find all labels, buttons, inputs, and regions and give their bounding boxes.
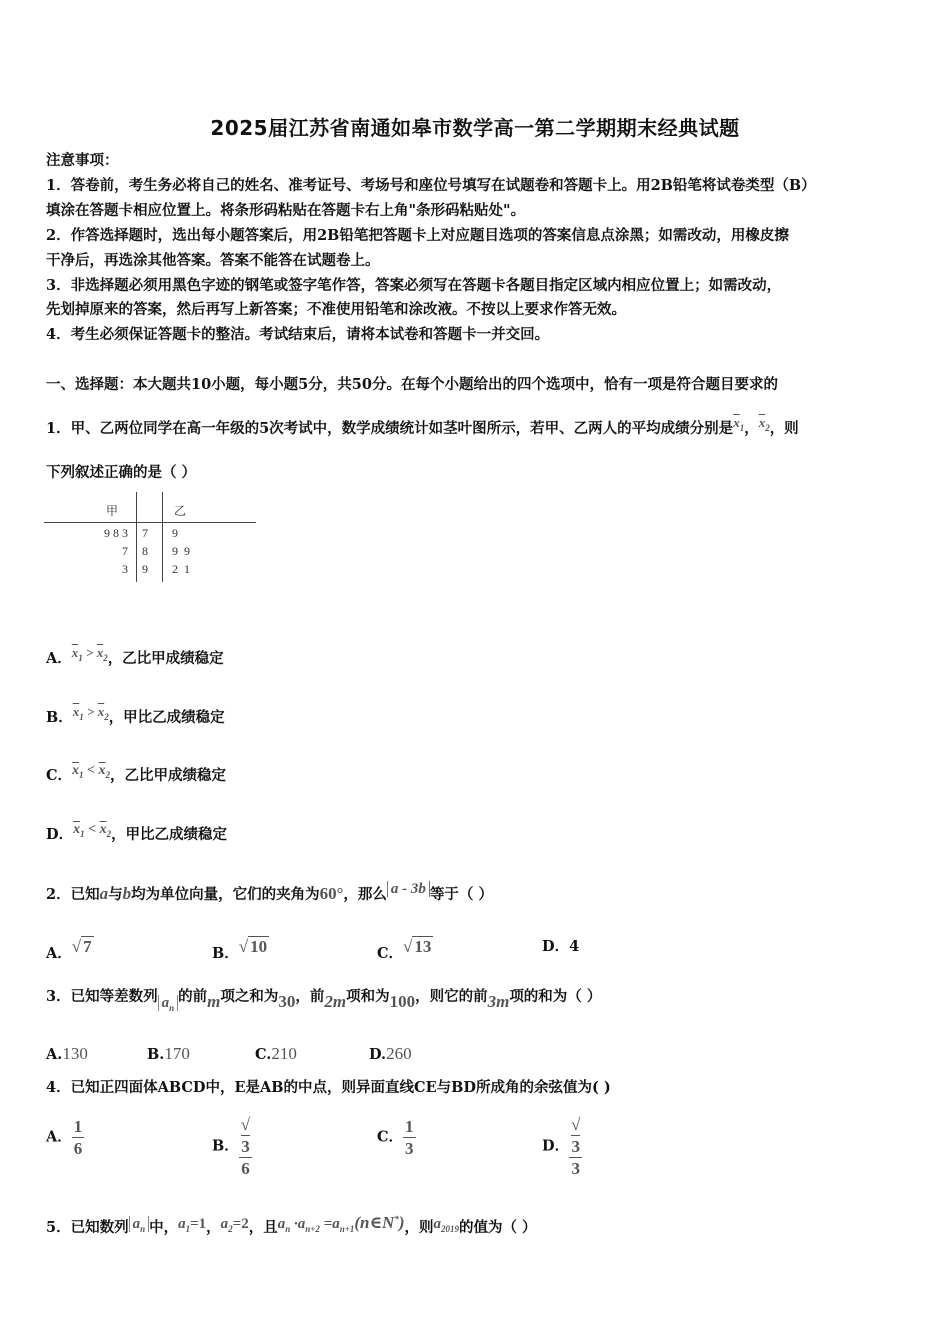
option-label: C． xyxy=(46,767,73,784)
option-b[interactable]: B．$\overline{x}_1 > \overline{x}_2$，甲比乙成绩稳定 xyxy=(46,704,225,726)
question-3: 3．已知等差数列 $a_n$的前m项之和为30，前2m项和为100，则它的前3m项的和为（ ） xyxy=(46,988,602,1013)
stem-leaf-right: 9 9 xyxy=(172,544,190,558)
option-b[interactable]: B． √ 3 6 xyxy=(212,1115,251,1178)
notice-line: 先划掉原来的答案，然后再写上新答案；不准使用铅笔和涂改液。不按以上要求作答无效。 xyxy=(46,301,626,318)
stem-leaf-left: 9 8 3 xyxy=(104,526,128,540)
stem-leaf-left: 7 xyxy=(122,544,128,558)
option-c[interactable]: C.210 xyxy=(255,1044,297,1063)
question-tail: ，则 xyxy=(769,420,799,437)
option-d[interactable]: D． √ 3 3 xyxy=(542,1115,581,1178)
notice-line: 填涂在答题卡相应位置上。将条形码粘贴在答题卡右上角"条形码粘贴处"。 xyxy=(46,202,526,219)
option-text: ，乙比甲成绩稳定 xyxy=(110,767,227,784)
notice-line: 4．考生必须保证答题卡的整洁。考试结束后，请将本试卷和答题卡一并交回。 xyxy=(46,326,550,343)
stem-leaf-header-left: 甲 xyxy=(106,504,119,518)
option-label: A． xyxy=(46,650,72,667)
question-stem: 甲、乙两位同学在高一年级的5次考试中，数学成绩统计如茎叶图所示，若甲、乙两人的平均成绩分别是 xyxy=(70,420,734,437)
question-2: 2．已知a与b均为单位向量，它们的夹角为60°，那么 a - 3b 等于（ ） xyxy=(46,881,493,903)
option-text: ，甲比乙成绩稳定 xyxy=(111,826,228,843)
option-d[interactable]: D．4 xyxy=(542,938,580,955)
stem-leaf-right: 9 xyxy=(172,526,178,540)
question-1: 1．甲、乙两位同学在高一年级的5次考试中，数学成绩统计如茎叶图所示，若甲、乙两人的平均成绩分别是$\overline{x}_1$，$\overline{x}_2$，则 xyxy=(46,415,799,437)
option-a[interactable]: A.130 xyxy=(46,1044,88,1063)
option-label: D． xyxy=(46,826,74,843)
option-a[interactable]: A．√ 7 xyxy=(46,937,92,962)
stem-leaf-header-right: 乙 xyxy=(174,504,187,518)
question-5: 5．已知数列 $a_n$ 中，$a_1=1$，$a_2=2$，且$a_n \cdot a_{n+2}$ $=a_{n+1}(n\in N^*)$，则$a_{2019}$的值为（ ） xyxy=(46,1213,537,1236)
option-a[interactable]: A．$\overline{x}_1 > \overline{x}_2$，乙比甲成绩稳定 xyxy=(46,645,224,667)
option-c[interactable]: C． $\frac{1}{3}$ xyxy=(377,1117,414,1158)
notice-line: 3．非选择题必须用黑色字迹的钢笔或签字笔作答，答案必须写在答题卡各题目指定区域内相应位置上；如需改动， xyxy=(46,277,782,294)
notice-line: 1．答卷前，考生务必将自己的姓名、准考证号、考场号和座位号填写在试题卷和答题卡上。用2B铅笔将试卷类型（B） xyxy=(46,177,816,194)
stem-leaf-plot xyxy=(44,492,256,582)
question-number: 4． xyxy=(46,1079,71,1096)
stem-leaf-right: 2 1 xyxy=(172,562,190,576)
section-heading: 一、选择题：本大题共10小题，每小题5分，共50分。在每个小题给出的四个选项中，恰有一项是符合题目要求的 xyxy=(46,376,778,393)
option-d[interactable]: D．$\overline{x}_1 < \overline{x}_2$，甲比乙成绩稳定 xyxy=(46,822,228,843)
option-d[interactable]: D.260 xyxy=(369,1044,412,1063)
option-a[interactable]: A． $\frac{1}{6}$ xyxy=(46,1117,83,1158)
notice-line: 干净后，再选涂其他答案。答案不能答在试题卷上。 xyxy=(46,252,380,269)
notice-heading: 注意事项： xyxy=(46,152,119,169)
notice-line: 2．作答选择题时，选出每小题答案后，用2B铅笔把答题卡上对应题目选项的答案信息点涂黑；如需改动，用橡皮擦 xyxy=(46,227,789,244)
stem-leaf-left: 3 xyxy=(122,562,128,576)
question-number: 5． xyxy=(46,1219,71,1236)
option-b[interactable]: B．√ 10 xyxy=(212,937,268,962)
comma: ， xyxy=(744,420,759,437)
option-text: ，乙比甲成绩稳定 xyxy=(107,650,224,667)
option-text: ，甲比乙成绩稳定 xyxy=(108,709,225,726)
question-stem-2: 下列叙述正确的是（ ） xyxy=(46,464,197,481)
stem-leaf-stem: 9 xyxy=(142,562,148,576)
page-title: 2025届江苏省南通如皋市数学高一第二学期期末经典试题 xyxy=(210,116,740,140)
option-c[interactable]: C．$\overline{x}_1 < \overline{x}_2$，乙比甲成绩稳定 xyxy=(46,763,227,784)
stem-leaf-stem: 7 xyxy=(142,526,148,540)
question-number: 1． xyxy=(46,420,71,437)
stem-leaf-stem: 8 xyxy=(142,544,148,558)
question-stem: 已知正四面体ABCD中，E是AB的中点，则异面直线CE与BD所成角的余弦值为( ) xyxy=(70,1079,611,1096)
question-number: 2． xyxy=(46,886,71,903)
question-number: 3． xyxy=(46,988,71,1005)
option-label: B． xyxy=(46,709,73,726)
option-b[interactable]: B.170 xyxy=(147,1044,190,1063)
option-c[interactable]: C．√ 13 xyxy=(377,937,432,962)
question-4 xyxy=(46,1077,611,1099)
